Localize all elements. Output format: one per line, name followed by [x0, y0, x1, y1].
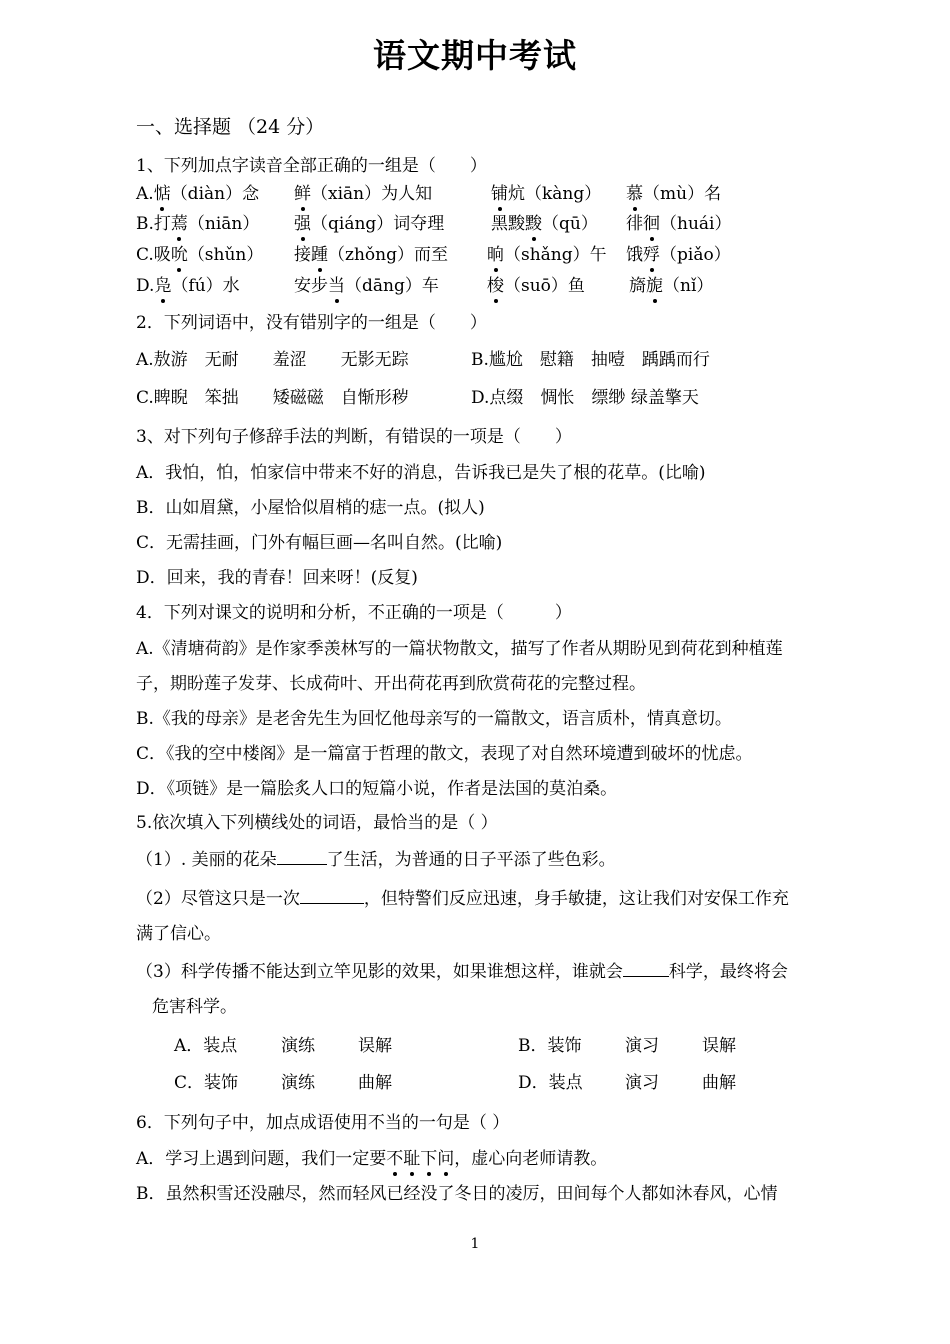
- dotted-char: 徊: [643, 214, 660, 234]
- dotted-char: 慕: [626, 184, 643, 204]
- q3-option-a: A．我怕，怕，怕家信中带来不好的消息，告诉我已是失了根的花草。(比喻): [136, 463, 706, 483]
- fill-blank[interactable]: [277, 848, 327, 865]
- q6-option-b: B．虽然积雪还没融尽，然而轻风已经没了冬日的凌厉，田间每个人都如沐春风，心情: [136, 1184, 778, 1204]
- dotted-char: 铺: [491, 184, 508, 204]
- page-title: 语文期中考试: [373, 36, 577, 75]
- q5-sentence-3-cont: 危害科学。: [152, 997, 237, 1017]
- dotted-char: 黢: [525, 214, 542, 234]
- q4-option-c: C．《我的空中楼阁》是一篇富于哲理的散文，表现了对自然环境遭到破坏的忧虑。: [136, 744, 753, 764]
- fill-blank[interactable]: [623, 960, 669, 977]
- q4-option-a-line2: 子，期盼莲子发芽、长成荷叶、开出荷花再到欣赏荷花的完整过程。: [136, 674, 646, 694]
- dotted-char: 吮: [170, 245, 188, 265]
- q6-option-a: A．学习上遇到问题，我们一定要不耻下问，虚心向老师请教。: [136, 1149, 608, 1169]
- q2-option-b: B.尴尬 慰籍 抽噎 踽踽而行: [471, 350, 710, 370]
- exam-page: 语文期中考试 一、选择题 （24 分） 1、下列加点字读音全部正确的一组是（ ） A.惦（diàn）念 鲜（xiān）为人知 铺炕（kàng） 慕（mù）名 B.打蔫（niān） 强（qiáng）词夺理 黑黢黢（qū） 徘徊（huái） C.吸吮（shǔn） 接踵（zhǒng）而至 晌（shǎng）午 饿殍（piǎo） D.凫（fú）水 安步当（dāng）车 梭（suō）鱼 旖旎（nǐ） 2．下列词语中，没有错别字的一组是（ ） A.敖游 无耐 羞涩 无影无踪 B.尴尬 慰籍 抽噎 踽踽而行 C.睥睨 笨拙 矮磁磁 自惭形秽 D.点缀 惆怅 缥缈 绿盖擎天 3、对下列句子修辞手法的判断，有错误的一项是（ ） A．我怕，怕，怕家信中带来不好的消息，告诉我已是失了根的花草。(比喻) B．山如眉黛，小屋恰似眉梢的痣一点。(拟人) C．无需挂画，门外有幅巨画—名叫自然。(比喻) D．回来，我的青春！回来呀！(反复) 4．下列对课文的说明和分析，不正确的一项是（ ） A.《清塘荷韵》是作家季羡林写的一篇状物散文，描写了作者从期盼见到荷花到种植莲 子，期盼莲子发芽、长成荷叶、开出荷花再到欣赏荷花的完整过程。 B.《我的母亲》是老舍先生为回忆他母亲写的一篇散文，语言质朴，情真意切。 C．《我的空中楼阁》是一篇富于哲理的散文，表现了对自然环境遭到破坏的忧虑。 D．《项链》是一篇脍炙人口的短篇小说，作者是法国的莫泊桑。 5.依次填入下列横线处的词语，最恰当的是（ ） （1）. 美丽的花朵 了生活，为普通的日子平添了些色彩。 （2）尽管这只是一次 ，但特警们反应迅速，身手敏捷，这让我们对安保工作充 满了信心。 （3）科学传播不能达到立竿见影的效果，如果谁想这样，谁就会 科学，最终将会 危害科学。 A．装点 演练 误解 B．装饰 演习 误解 C．装饰 演练 曲解 D．装点 演习 曲解 6．下列句子中，加点成语使用不当的一句是（ ） A．学习上遇到问题，我们一定要不耻下问，虚心向老师请教。 B．虽然积雪还没融尽，然而轻风已经没了冬日的凌厉，田间每个人都如沐春风，心情 1: [0, 0, 950, 1344]
- dotted-char: 蔫: [170, 214, 188, 234]
- q2-stem: 2．下列词语中，没有错别字的一组是（ ）: [136, 313, 487, 333]
- q5-sentence-2-cont: 满了信心。: [136, 924, 221, 944]
- dotted-char: 晌: [487, 245, 504, 265]
- q6-stem: 6．下列句子中，加点成语使用不当的一句是（ ）: [136, 1113, 510, 1133]
- dotted-char: 惦: [153, 184, 171, 204]
- q3-option-b: B．山如眉黛，小屋恰似眉梢的痣一点。(拟人): [136, 498, 485, 518]
- q3-option-d: D．回来，我的青春！回来呀！(反复): [136, 568, 418, 588]
- section-heading: 一、选择题 （24 分）: [136, 116, 325, 138]
- dotted-char: 踵: [311, 245, 328, 265]
- dotted-char: 旎: [646, 276, 663, 296]
- q4-option-a-line1: A.《清塘荷韵》是作家季羡林写的一篇状物散文，描写了作者从期盼见到荷花到种植莲: [136, 639, 783, 659]
- dotted-char: 当: [328, 276, 345, 296]
- dotted-char: 凫: [154, 276, 172, 296]
- q1-stem: 1、下列加点字读音全部正确的一组是（ ）: [136, 156, 487, 176]
- fill-blank[interactable]: [300, 887, 364, 904]
- dotted-char: 梭: [487, 276, 504, 296]
- q3-stem: 3、对下列句子修辞手法的判断，有错误的一项是（ ）: [136, 427, 572, 447]
- dotted-char: 强: [294, 214, 311, 234]
- q2-option-a: A.敖游 无耐 羞涩 无影无踪: [136, 350, 409, 370]
- q5-sentence-3: （3）科学传播不能达到立竿见影的效果，如果谁想这样，谁就会 科学，最终将会: [136, 962, 788, 982]
- dotted-char: 不: [386, 1149, 404, 1169]
- dotted-char: 殍: [643, 245, 660, 265]
- q5-stem: 5.依次填入下列横线处的词语，最恰当的是（ ）: [136, 813, 498, 833]
- q5-sentence-2: （2）尽管这只是一次 ，但特警们反应迅速，身手敏捷，这让我们对安保工作充: [136, 889, 789, 909]
- q4-stem: 4．下列对课文的说明和分析，不正确的一项是（ ）: [136, 603, 572, 623]
- q4-option-b: B.《我的母亲》是老舍先生为回忆他母亲写的一篇散文，语言质朴，情真意切。: [136, 709, 732, 729]
- dotted-char: 下: [420, 1149, 438, 1169]
- q2-option-c: C.睥睨 笨拙 矮磁磁 自惭形秽: [136, 388, 409, 408]
- q3-option-c: C．无需挂画，门外有幅巨画—名叫自然。(比喻): [136, 533, 503, 553]
- dotted-char: 耻: [403, 1149, 421, 1169]
- page-number: 1: [470, 1236, 480, 1252]
- q4-option-d: D．《项链》是一篇脍炙人口的短篇小说，作者是法国的莫泊桑。: [136, 779, 618, 799]
- q5-sentence-1: （1）. 美丽的花朵 了生活，为普通的日子平添了些色彩。: [136, 850, 616, 870]
- q2-option-d: D.点缀 惆怅 缥缈 绿盖擎天: [471, 388, 699, 408]
- dotted-char: 鲜: [294, 184, 311, 204]
- dotted-char: 问: [437, 1149, 455, 1169]
